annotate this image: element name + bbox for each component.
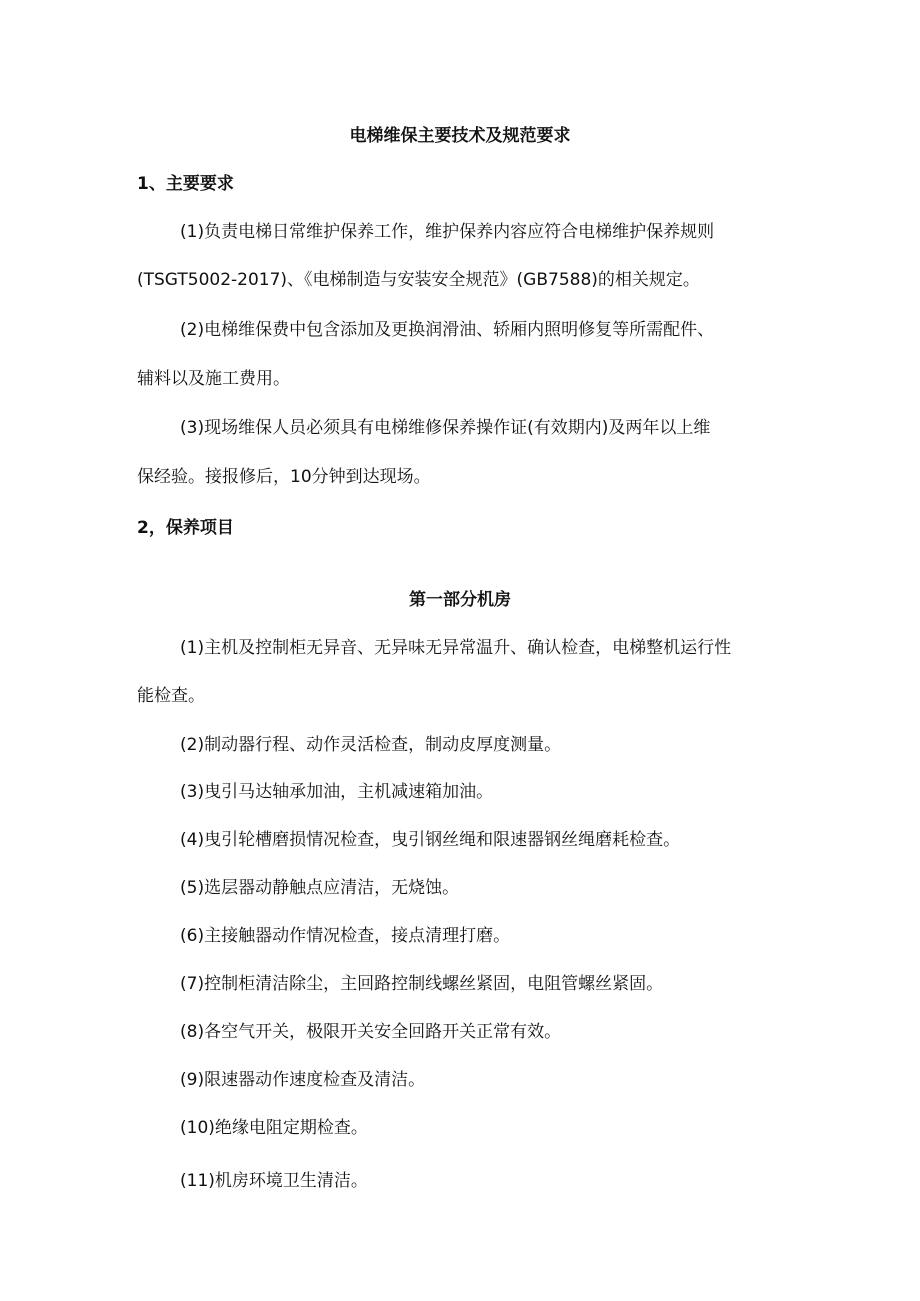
maintenance-item-5: (5)选层器动静触点应清洁，无烧蚀。: [180, 878, 460, 898]
document-title: 电梯维保主要技术及规范要求: [349, 126, 571, 146]
section-2-heading: 2，保养项目: [137, 518, 234, 538]
maintenance-item-10: (10)绝缘电阻定期检查。: [180, 1118, 368, 1138]
maintenance-item-9: (9)限速器动作速度检查及清洁。: [180, 1070, 426, 1090]
maintenance-item-3: (3)曳引马达轴承加油，主机减速箱加油。: [180, 782, 494, 802]
maintenance-item-1-line-1: (1)主机及控制柜无异音、无异味无异常温升、确认检查，电梯整机运行性: [180, 638, 732, 658]
section-1-heading: 1、主要要求: [137, 174, 234, 194]
requirement-3-line-1: (3)现场维保人员必须具有电梯维修保养操作证(有效期内)及两年以上维: [180, 418, 711, 438]
maintenance-item-2: (2)制动器行程、动作灵活检查，制动皮厚度测量。: [180, 735, 562, 755]
requirement-1-line-2: (TSGT5002-2017)、《电梯制造与安装安全规范》(GB7588)的相关规定。: [137, 270, 700, 290]
requirement-2-line-1: (2)电梯维保费中包含添加及更换润滑油、轿厢内照明修复等所需配件、: [180, 320, 715, 340]
requirement-1-line-1: (1)负责电梯日常维护保养工作，维护保养内容应符合电梯维护保养规则: [180, 222, 715, 242]
maintenance-item-4: (4)曳引轮槽磨损情况检查，曳引钢丝绳和限速器钢丝绳磨耗检查。: [180, 830, 681, 850]
maintenance-item-11: (11)机房环境卫生清洁。: [180, 1171, 368, 1191]
maintenance-item-6: (6)主接触器动作情况检查，接点清理打磨。: [180, 926, 511, 946]
requirement-2-line-2: 辅料以及施工费用。: [137, 369, 290, 389]
maintenance-item-7: (7)控制柜清洁除尘，主回路控制线螺丝紧固，电阻管螺丝紧固。: [180, 974, 664, 994]
maintenance-item-1-line-2: 能检查。: [137, 686, 205, 706]
section-2-subtitle: 第一部分机房: [409, 590, 511, 610]
requirement-3-line-2: 保经验。接报修后，10分钟到达现场。: [137, 467, 431, 487]
maintenance-item-8: (8)各空气开关，极限开关安全回路开关正常有效。: [180, 1022, 562, 1042]
